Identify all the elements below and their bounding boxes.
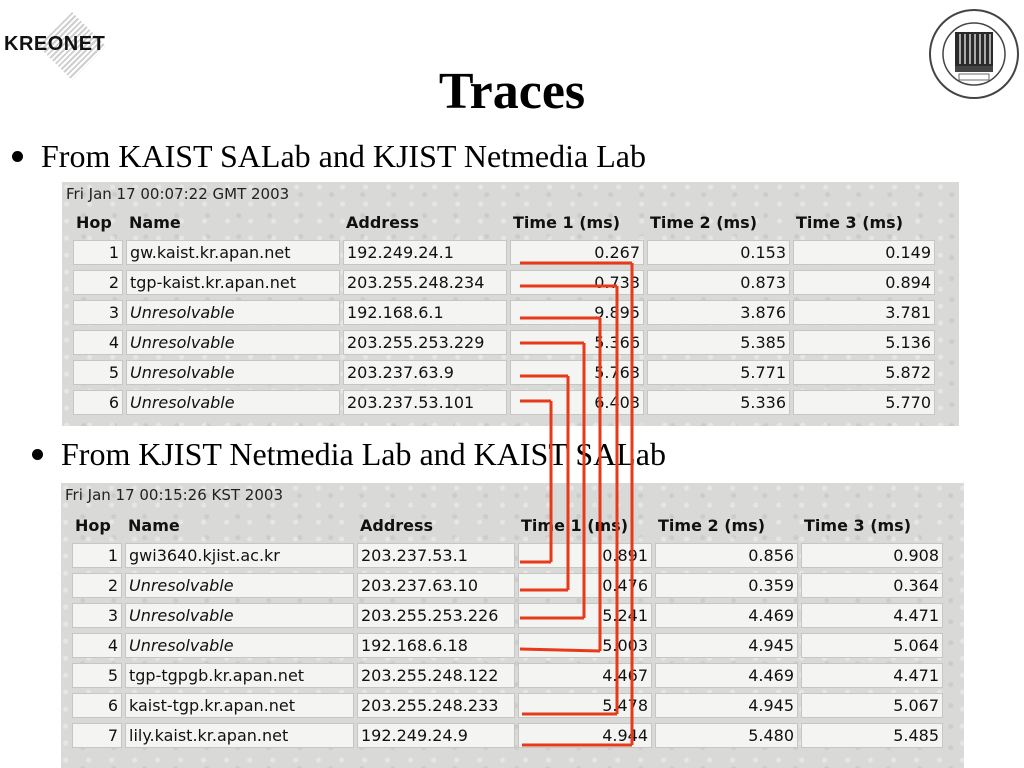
table-row	[72, 543, 943, 568]
name-cell: kaist-tgp.kr.apan.net	[125, 693, 354, 718]
trace1-timestamp: Fri Jan 17 00:07:22 GMT 2003	[66, 185, 290, 203]
table-row	[72, 633, 943, 658]
table-row	[72, 663, 943, 688]
hop-cell: 3	[73, 300, 123, 325]
col-name-header: Name	[128, 515, 180, 535]
table-row	[73, 360, 935, 385]
table-row	[72, 603, 943, 628]
table-row	[73, 300, 935, 325]
name-cell: Unresolvable	[126, 390, 340, 415]
col-time2-header: Time 2 (ms)	[658, 515, 766, 535]
name-cell: Unresolvable	[126, 360, 340, 385]
time3-cell: 0.894	[793, 270, 935, 295]
time2-cell: 5.480	[655, 723, 798, 748]
time3-cell: 0.364	[801, 573, 943, 598]
time2-cell: 4.945	[655, 633, 798, 658]
hop-cell: 4	[73, 330, 123, 355]
name-cell: lily.kaist.kr.apan.net	[125, 723, 354, 748]
time1-cell: 5.763	[510, 360, 644, 385]
bullet-trace2	[32, 436, 666, 473]
address-cell: 203.237.63.10	[357, 573, 515, 598]
hop-cell: 6	[72, 693, 122, 718]
name-cell: Unresolvable	[125, 603, 354, 628]
hop-cell: 7	[72, 723, 122, 748]
time3-cell: 5.770	[793, 390, 935, 415]
table-row	[72, 573, 943, 598]
col-address-header: Address	[346, 212, 420, 232]
time3-cell: 4.471	[801, 603, 943, 628]
time2-cell: 5.771	[647, 360, 790, 385]
address-cell: 192.168.6.18	[357, 633, 515, 658]
time1-cell: 0.891	[518, 543, 652, 568]
time3-cell: 5.136	[793, 330, 935, 355]
col-address-header: Address	[360, 515, 434, 535]
time3-cell: 5.485	[801, 723, 943, 748]
table-row	[72, 723, 943, 748]
name-cell: Unresolvable	[126, 330, 340, 355]
time2-cell: 4.945	[655, 693, 798, 718]
time2-cell: 5.385	[647, 330, 790, 355]
time3-cell: 5.872	[793, 360, 935, 385]
col-time3-header: Time 3 (ms)	[804, 515, 912, 535]
trace2-timestamp: Fri Jan 17 00:15:26 KST 2003	[65, 486, 283, 504]
name-cell: gwi3640.kjist.ac.kr	[125, 543, 354, 568]
time1-cell: 0.733	[510, 270, 644, 295]
time1-cell: 6.403	[510, 390, 644, 415]
trace2-header-row	[72, 512, 943, 538]
bullet-trace1	[12, 138, 646, 175]
hop-cell: 1	[72, 543, 122, 568]
time1-cell: 9.895	[510, 300, 644, 325]
time2-cell: 5.336	[647, 390, 790, 415]
trace2-screenshot	[61, 483, 964, 768]
table-row	[73, 270, 935, 295]
bullet-dot-icon	[12, 151, 23, 162]
address-cell: 192.168.6.1	[343, 300, 507, 325]
name-cell: Unresolvable	[125, 633, 354, 658]
col-hop-header: Hop	[76, 212, 112, 232]
hop-cell: 2	[73, 270, 123, 295]
name-cell: tgp-tgpgb.kr.apan.net	[125, 663, 354, 688]
name-cell: Unresolvable	[125, 573, 354, 598]
address-cell: 203.255.248.234	[343, 270, 507, 295]
time2-cell: 3.876	[647, 300, 790, 325]
trace2-table	[69, 507, 946, 753]
bullet-trace1-text: From KAIST SALab and KJIST Netmedia Lab	[41, 138, 646, 174]
table-row	[72, 693, 943, 718]
address-cell: 203.237.53.101	[343, 390, 507, 415]
address-cell: 203.255.248.122	[357, 663, 515, 688]
time1-cell: 4.467	[518, 663, 652, 688]
col-time3-header: Time 3 (ms)	[796, 212, 904, 232]
name-cell: Unresolvable	[126, 300, 340, 325]
hop-cell: 5	[72, 663, 122, 688]
page-title: Traces	[438, 63, 586, 120]
time2-cell: 0.359	[655, 573, 798, 598]
time2-cell: 0.873	[647, 270, 790, 295]
time1-cell: 5.478	[518, 693, 652, 718]
table-row	[73, 240, 935, 265]
address-cell: 203.237.63.9	[343, 360, 507, 385]
hop-cell: 6	[73, 390, 123, 415]
time2-cell: 4.469	[655, 603, 798, 628]
address-cell: 192.249.24.9	[357, 723, 515, 748]
time3-cell: 4.471	[801, 663, 943, 688]
time2-cell: 0.856	[655, 543, 798, 568]
table-row	[73, 390, 935, 415]
address-cell: 192.249.24.1	[343, 240, 507, 265]
address-cell: 203.255.253.229	[343, 330, 507, 355]
bullet-trace2-text: From KJIST Netmedia Lab and KAIST SALab	[61, 436, 666, 472]
address-cell: 203.255.253.226	[357, 603, 515, 628]
hop-cell: 3	[72, 603, 122, 628]
hop-cell: 4	[72, 633, 122, 658]
address-cell: 203.237.53.1	[357, 543, 515, 568]
time1-cell: 0.267	[510, 240, 644, 265]
bullet-dot-icon	[32, 449, 43, 460]
name-cell: gw.kaist.kr.apan.net	[126, 240, 340, 265]
address-cell: 203.255.248.233	[357, 693, 515, 718]
time1-cell: 5.241	[518, 603, 652, 628]
hop-cell: 2	[72, 573, 122, 598]
time1-cell: 5.366	[510, 330, 644, 355]
col-hop-header: Hop	[75, 515, 111, 535]
time1-cell: 5.003	[518, 633, 652, 658]
col-time2-header: Time 2 (ms)	[650, 212, 758, 232]
name-cell: tgp-kaist.kr.apan.net	[126, 270, 340, 295]
time2-cell: 0.153	[647, 240, 790, 265]
time3-cell: 5.067	[801, 693, 943, 718]
time3-cell: 0.908	[801, 543, 943, 568]
hop-cell: 5	[73, 360, 123, 385]
time1-cell: 4.944	[518, 723, 652, 748]
table-row	[73, 330, 935, 355]
col-name-header: Name	[129, 212, 181, 232]
trace1-table	[70, 204, 938, 420]
trace1-header-row	[73, 209, 935, 235]
col-time1-header: Time 1 (ms)	[521, 515, 629, 535]
time3-cell: 3.781	[793, 300, 935, 325]
time2-cell: 4.469	[655, 663, 798, 688]
col-time1-header: Time 1 (ms)	[513, 212, 621, 232]
hop-cell: 1	[73, 240, 123, 265]
time1-cell: 0.476	[518, 573, 652, 598]
trace1-screenshot	[62, 182, 959, 426]
kreonet-logo-text: KREONET	[4, 33, 106, 55]
time3-cell: 5.064	[801, 633, 943, 658]
time3-cell: 0.149	[793, 240, 935, 265]
